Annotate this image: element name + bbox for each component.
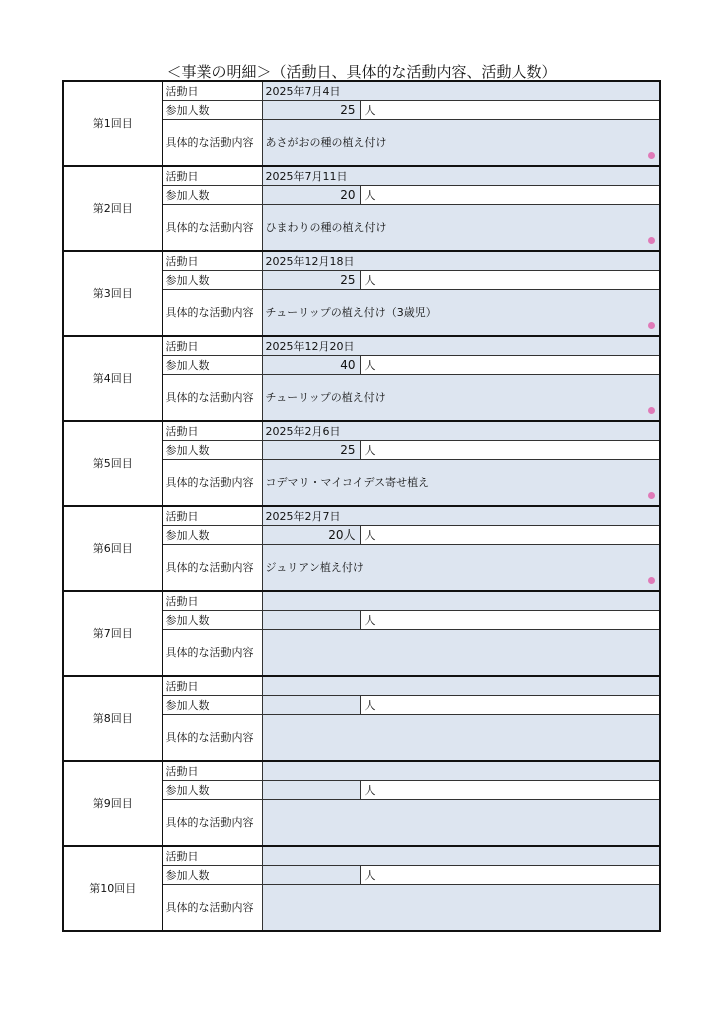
content-label: 具体的な活動内容 <box>162 800 262 847</box>
content-field[interactable] <box>262 375 660 422</box>
participants-field[interactable]: 25 <box>262 441 360 460</box>
content-label: 具体的な活動内容 <box>162 290 262 337</box>
unit-label: 人 <box>360 866 660 885</box>
content-field[interactable] <box>262 630 660 677</box>
marker-dot-icon <box>648 407 655 414</box>
participants-field[interactable] <box>262 781 360 800</box>
participants-label: 参加人数 <box>162 696 262 715</box>
unit-label: 人 <box>360 186 660 205</box>
session-block <box>63 591 660 676</box>
content-label: 具体的な活動内容 <box>162 545 262 592</box>
session-block <box>63 336 660 421</box>
content-label: 具体的な活動内容 <box>162 120 262 167</box>
session-block <box>63 676 660 761</box>
participants-label: 参加人数 <box>162 356 262 375</box>
session-label: 第2回目 <box>63 166 162 251</box>
content-label: 具体的な活動内容 <box>162 460 262 507</box>
session-block <box>63 81 660 166</box>
date-label: 活動日 <box>162 81 262 101</box>
unit-label: 人 <box>360 101 660 120</box>
participants-field[interactable] <box>262 866 360 885</box>
participants-field[interactable]: 20 <box>262 186 360 205</box>
content-text: ジュリアン植え付け <box>265 561 364 574</box>
date-label: 活動日 <box>162 506 262 526</box>
session-label: 第1回目 <box>63 81 162 166</box>
content-text: コデマリ・マイコイデス寄せ植え <box>265 476 430 489</box>
session-label: 第6回目 <box>63 506 162 591</box>
content-text: チューリップの植え付け <box>265 391 386 404</box>
date-label: 活動日 <box>162 336 262 356</box>
participants-label: 参加人数 <box>162 611 262 630</box>
content-field[interactable] <box>262 290 660 337</box>
content-field[interactable] <box>262 120 660 167</box>
participants-label: 参加人数 <box>162 781 262 800</box>
session-block <box>63 166 660 251</box>
unit-label: 人 <box>360 526 660 545</box>
content-label: 具体的な活動内容 <box>162 885 262 932</box>
participants-label: 参加人数 <box>162 101 262 120</box>
unit-label: 人 <box>360 356 660 375</box>
date-field[interactable]: 2025年12月18日 <box>262 251 660 271</box>
marker-dot-icon <box>648 492 655 499</box>
content-field[interactable] <box>262 715 660 762</box>
date-field[interactable]: 2025年2月7日 <box>262 506 660 526</box>
unit-label: 人 <box>360 611 660 630</box>
content-field[interactable] <box>262 460 660 507</box>
date-label: 活動日 <box>162 251 262 271</box>
participants-label: 参加人数 <box>162 526 262 545</box>
unit-label: 人 <box>360 781 660 800</box>
unit-label: 人 <box>360 271 660 290</box>
content-field[interactable] <box>262 205 660 252</box>
participants-label: 参加人数 <box>162 186 262 205</box>
session-block <box>63 506 660 591</box>
session-label: 第8回目 <box>63 676 162 761</box>
date-label: 活動日 <box>162 761 262 781</box>
content-label: 具体的な活動内容 <box>162 375 262 422</box>
date-field[interactable]: 2025年7月4日 <box>262 81 660 101</box>
date-label: 活動日 <box>162 166 262 186</box>
participants-label: 参加人数 <box>162 866 262 885</box>
content-field[interactable] <box>262 545 660 592</box>
unit-label: 人 <box>360 696 660 715</box>
participants-field[interactable]: 20人 <box>262 526 360 545</box>
participants-label: 参加人数 <box>162 441 262 460</box>
date-field[interactable] <box>262 761 660 781</box>
date-field[interactable]: 2025年2月6日 <box>262 421 660 441</box>
date-label: 活動日 <box>162 421 262 441</box>
session-label: 第9回目 <box>63 761 162 846</box>
session-block <box>63 761 660 846</box>
date-label: 活動日 <box>162 846 262 866</box>
session-block <box>63 421 660 506</box>
session-label: 第3回目 <box>63 251 162 336</box>
marker-dot-icon <box>648 237 655 244</box>
participants-field[interactable] <box>262 611 360 630</box>
document-title: ＜事業の明細＞（活動日、具体的な活動内容、活動人数） <box>166 63 557 81</box>
content-label: 具体的な活動内容 <box>162 205 262 252</box>
participants-field[interactable]: 25 <box>262 101 360 120</box>
marker-dot-icon <box>648 322 655 329</box>
participants-field[interactable] <box>262 696 360 715</box>
content-label: 具体的な活動内容 <box>162 715 262 762</box>
session-block <box>63 846 660 931</box>
date-label: 活動日 <box>162 591 262 611</box>
session-label: 第4回目 <box>63 336 162 421</box>
date-field[interactable]: 2025年7月11日 <box>262 166 660 186</box>
participants-field[interactable]: 25 <box>262 271 360 290</box>
unit-label: 人 <box>360 441 660 460</box>
content-text: チューリップの植え付け（3歳児） <box>265 306 437 319</box>
content-label: 具体的な活動内容 <box>162 630 262 677</box>
session-label: 第7回目 <box>63 591 162 676</box>
date-field[interactable]: 2025年12月20日 <box>262 336 660 356</box>
session-label: 第10回目 <box>63 846 162 931</box>
session-block <box>63 251 660 336</box>
content-text: ひまわりの種の植え付け <box>265 221 387 234</box>
marker-dot-icon <box>648 152 655 159</box>
session-label: 第5回目 <box>63 421 162 506</box>
content-field[interactable] <box>262 885 660 932</box>
participants-field[interactable]: 40 <box>262 356 360 375</box>
date-label: 活動日 <box>162 676 262 696</box>
content-text: あさがおの種の植え付け <box>265 136 387 149</box>
date-field[interactable] <box>262 591 660 611</box>
date-field[interactable] <box>262 846 660 866</box>
marker-dot-icon <box>648 577 655 584</box>
content-field[interactable] <box>262 800 660 847</box>
participants-label: 参加人数 <box>162 271 262 290</box>
activity-schedule-table <box>62 80 661 932</box>
date-field[interactable] <box>262 676 660 696</box>
